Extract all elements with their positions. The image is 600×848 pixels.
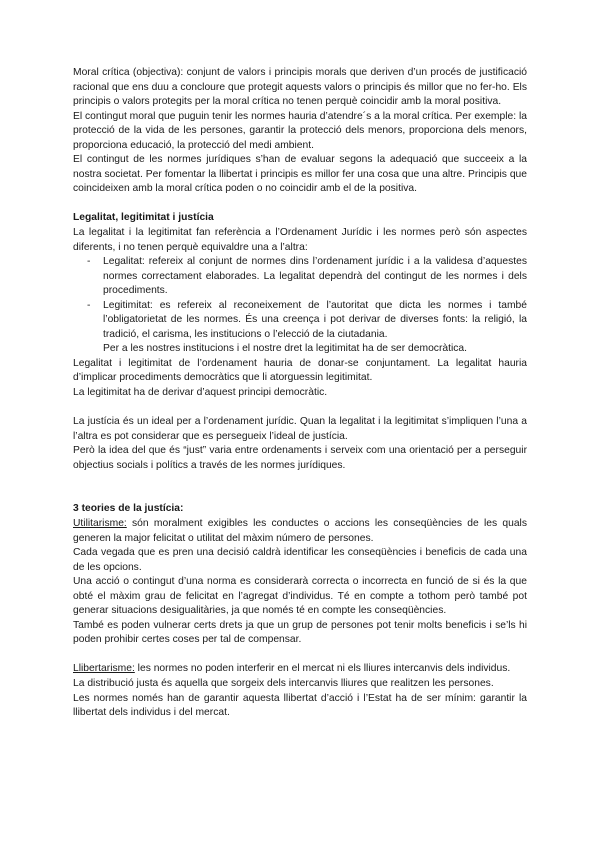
paragraph-contingut-normes: El contingut de les normes jurídiques s’han de evaluar segons la adequació que succeeix a la nostra societat. Per fomentar la llibertat i principis es millor fer una cosa que una altre. Principis que coincideixen amb la moral crítica poden o no coincidir amb el de la positiva.	[73, 154, 527, 195]
paragraph-justicia-just: Però la idea del que és “just” varia entre ordenaments i serveix com una orientació per a perseguir objectius socials i polítics a través de les normes jurídiques.	[73, 445, 527, 471]
bullet-legalitat	[73, 255, 527, 299]
paragraph-legalitat-conjunt: Legalitat i legitimitat de l’ordenament hauria de donar-se conjuntament. La legalitat hauria d’implicar procediments democràtics que li atorguessin legitimitat.	[73, 357, 527, 384]
paragraph-utilitarisme-accio: Una acció o contingut d’una norma es considerarà correcta o incorrecta en funció de si és la que obté el màxim grau de felicitat en l’agregat d’individus. Té en compte a tothom però també pot generar situacions desigualitàries, ja que només té en compte les conseqüències.	[73, 576, 527, 617]
paragraph-contingut-moral: El contingut moral que puguin tenir les normes hauria d’atendre´s a la moral crítica. Per exemple: la protecció de la vida de les persones, garantir la protecció dels menors, proporciona dels menors, proporciona educació, la protecció del medi ambient.	[73, 110, 527, 151]
bullet-dash: -	[87, 256, 91, 268]
heading-teories: 3 teories de la justícia:	[73, 503, 184, 515]
bullet-dash: -	[87, 299, 91, 311]
term-utilitarisme: Utilitarisme:	[73, 517, 127, 529]
paragraph-utilitarisme	[73, 517, 527, 546]
paragraph-llibertarisme-normes: Les normes només han de garantir aquesta llibertat d’acció i l’Estat ha de ser mínim: garantir la llibertat dels individus i del mercat.	[73, 692, 527, 719]
paragraph-legitimitat-democratic: La legitimitat ha de derivar d’aquest principi democràtic.	[73, 387, 328, 399]
utilitarisme-definition: són moralment exigibles les conductes o accions les conseqüències de les quals generen la major felicitat o utilitat del màxim número de persones.	[73, 517, 527, 544]
spacer	[73, 648, 527, 663]
spacer	[73, 197, 527, 212]
bullet-legalitat-text: Legalitat: refereix al conjunt de normes dins l’ordenament jurídic i a la validesa d’aquestes normes correctament elaborades. La legalitat dependrà del contingut de les normes i dels procediments.	[103, 256, 527, 297]
paragraph-llibertarisme-distribucio: La distribució justa és aquella que sorgeix dels intercanvis lliures que realitzen les persones.	[73, 677, 494, 689]
spacer	[73, 488, 527, 503]
llibertarisme-definition: les normes no poden interferir en el mercat ni els lliures intercanvis dels individus.	[134, 663, 511, 675]
paragraph-moral-critica: Moral crítica (objectiva): conjunt de valors i principis morals que deriven d’un procés de justificació racional que ens duu a concloure que protegit aquests valors o principis és millor que no fer-ho. Els principis o valors protegits per la moral crítica no tenen perquè coincidir amb la moral positiva.	[73, 67, 527, 108]
bullet-continuation: Per a les nostres institucions i el nostre dret la legitimitat ha de ser democràtica.	[103, 343, 467, 355]
spacer	[73, 401, 527, 416]
paragraph-utilitarisme-decisio: Cada vegada que es pren una decisió caldrà identificar les conseqüències i beneficis de cada una de les opcions.	[73, 547, 527, 573]
document-page	[73, 66, 527, 721]
bullet-legitimitat-text: Legitimitat: es refereix al reconeixement de l’autoritat que dicta les normes i també l’obligatorietat de les normes. És una creença i pot derivar de diverses fonts: la religió, la tradició, el carisma, les institucions o l’elecció de la ciutadania.	[103, 299, 527, 340]
bullet-legitimitat	[73, 299, 527, 343]
paragraph-legalitat-intro: La legalitat i la legitimitat fan referència a l’Ordenament Jurídic i les normes però són aspectes diferents, i no tenen perquè equivaldre una a l’altra:	[73, 227, 527, 253]
paragraph-justicia-ideal: La justícia és un ideal per a l’ordenament jurídic. Quan la legalitat i la legitimitat s’impliquen l’una a l’altra es pot considerar que es persegueix l’ideal de justícia.	[73, 416, 527, 442]
term-llibertarisme: Llibertarisme:	[73, 663, 135, 675]
heading-legalitat: Legalitat, legitimitat i justícia	[73, 212, 214, 224]
spacer	[73, 473, 527, 488]
paragraph-utilitarisme-drets: També es poden vulnerar certs drets ja que un grup de persones pot tenir molts beneficis i se’ls hi poden prohibir certes coses per tal de compensar.	[73, 619, 527, 646]
paragraph-llibertarisme	[73, 662, 527, 677]
